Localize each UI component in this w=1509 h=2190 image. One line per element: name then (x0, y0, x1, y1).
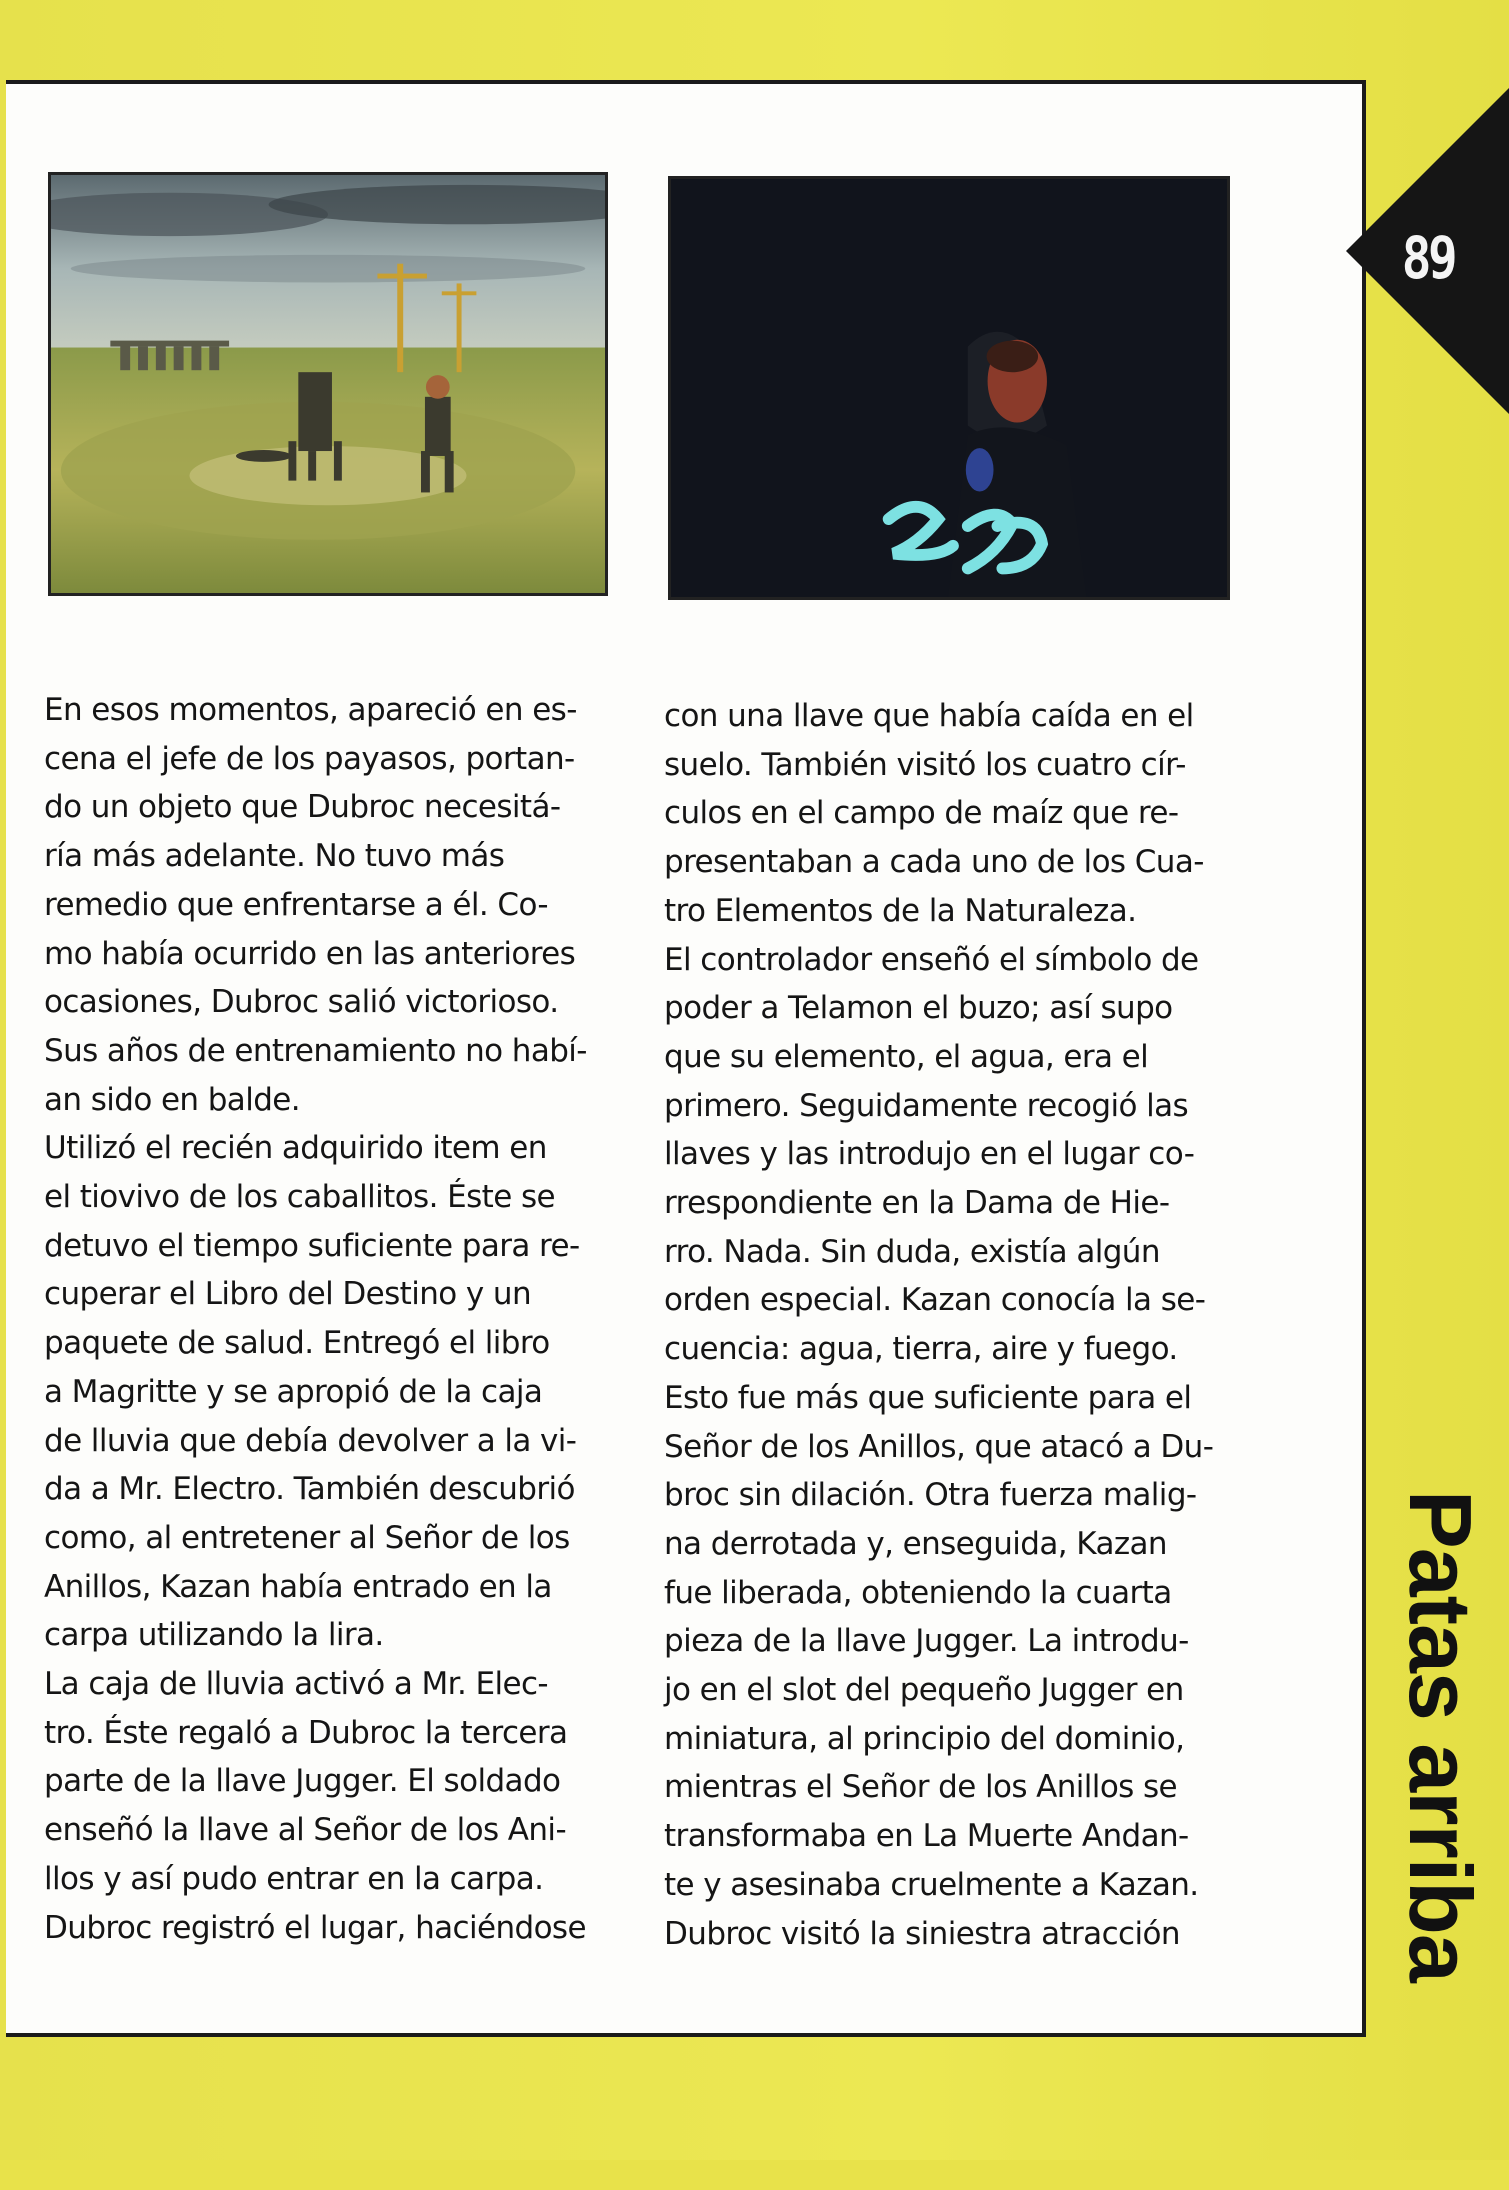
game-screenshot-field (48, 172, 608, 596)
dark-scene-icon (671, 179, 1227, 597)
page-number: 89 (1401, 224, 1455, 292)
paragraph: con una llave que había caída en el suelo. También visitó los cuatro cír- culos en el campo de maíz que re- presentaban a cada uno de los Cua- tro Elementos de la Naturaleza. (664, 698, 1204, 929)
paragraph: En esos momentos, apareció en es- cena el jefe de los payasos, portan- do un objeto que Dubroc necesitá- ría más adelante. No tuvo más remedio que enfrentarse a él. Co- mo había ocurrido en las anteriores ocasiones, Dubroc salió victorioso. Sus años de entrenamiento no habí- an sido en balde. (44, 692, 587, 1118)
field-scene-icon (51, 175, 605, 593)
paragraph: Utilizó el recién adquirido item en el tiovivo de los caballitos. Éste se detuvo el tiempo suficiente para re- cuperar el Libro del Destino y un paquete de salud. Entregó el libro a Magritte y se apropió de la caja de lluvia que debía devolver a la vi- da a Mr. Electro. También descubrió como, al entretener al Señor de los Anillos, Kazan había entrado en la carpa utilizando la lira. (44, 1130, 580, 1654)
text-column-left (44, 686, 604, 1952)
text-column-right (664, 692, 1224, 1958)
section-title: Patas arriba (1391, 1490, 1490, 1982)
paragraph: La caja de lluvia activó a Mr. Elec- tro. Éste regaló a Dubroc la tercera parte de la llave Jugger. El soldado enseñó la llave al Señor de los Ani- llos y así pudo entrar en la carpa. Dubroc registró el lugar, haciéndose (44, 1666, 586, 1946)
paragraph: El controlador enseñó el símbolo de poder a Telamon el buzo; así supo que su elemento, el agua, era el primero. Seguidamente recogió las llaves y las introdujo en el lugar co- rrespondiente en la Dama de Hie- rro. Nada. Sin duda, existía algún orden especial. Kazan conocía la se- cuencia: agua, tierra, aire y fuego. Esto fue más que suficiente para el Señor de los Anillos, que atacó a Du- broc sin dilación. Otra fuerza malig- na derrotada y, enseguida, Kazan fue liberada, obteniendo la cuarta pieza de la llave Jugger. La introdu- jo en el slot del pequeño Jugger en miniatura, al principio del dominio, mientras el Señor de los Anillos se transformaba en La Muerte Andan- te y asesinaba cruelmente a Kazan. Dubroc visitó la siniestra atracción (664, 941, 1214, 1952)
game-screenshot-dark-symbol (668, 176, 1230, 600)
